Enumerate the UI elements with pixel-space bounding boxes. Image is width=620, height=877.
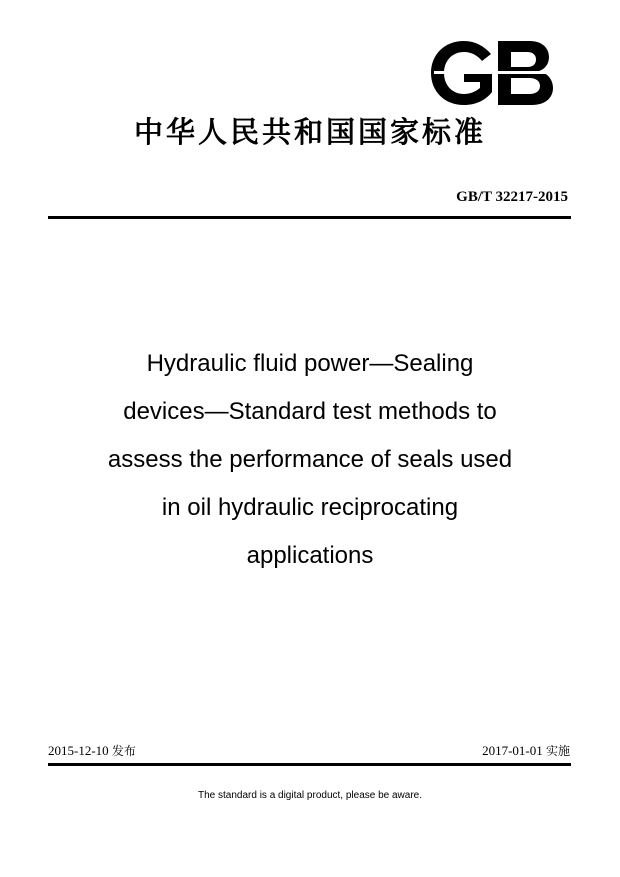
title-line-5: applications xyxy=(246,542,374,569)
header-divider xyxy=(48,216,571,219)
title-line-1: Hydraulic fluid power—Sealing xyxy=(146,350,474,377)
implementation-date-label: 实施 xyxy=(545,744,570,758)
issue-date-value: 2015-12-10 xyxy=(48,743,109,758)
country-standard-heading: 中华人民共和国国家标准 xyxy=(133,115,486,149)
standard-code: GB/T 32217-2015 xyxy=(456,189,568,205)
gb-logo-icon xyxy=(428,38,556,108)
footer-divider xyxy=(48,763,571,766)
document-title xyxy=(30,340,590,580)
title-line-4: in oil hydraulic reciprocating xyxy=(161,494,459,521)
issue-date-label: 发布 xyxy=(111,744,136,758)
implementation-date xyxy=(482,742,570,760)
implementation-date-value: 2017-01-01 xyxy=(482,743,543,758)
title-line-2: devices—Standard test methods to xyxy=(123,398,497,425)
title-line-3: assess the performance of seals used xyxy=(107,446,513,473)
digital-product-note: The standard is a digital product, please be aware. xyxy=(197,790,423,801)
issue-date xyxy=(48,742,136,760)
